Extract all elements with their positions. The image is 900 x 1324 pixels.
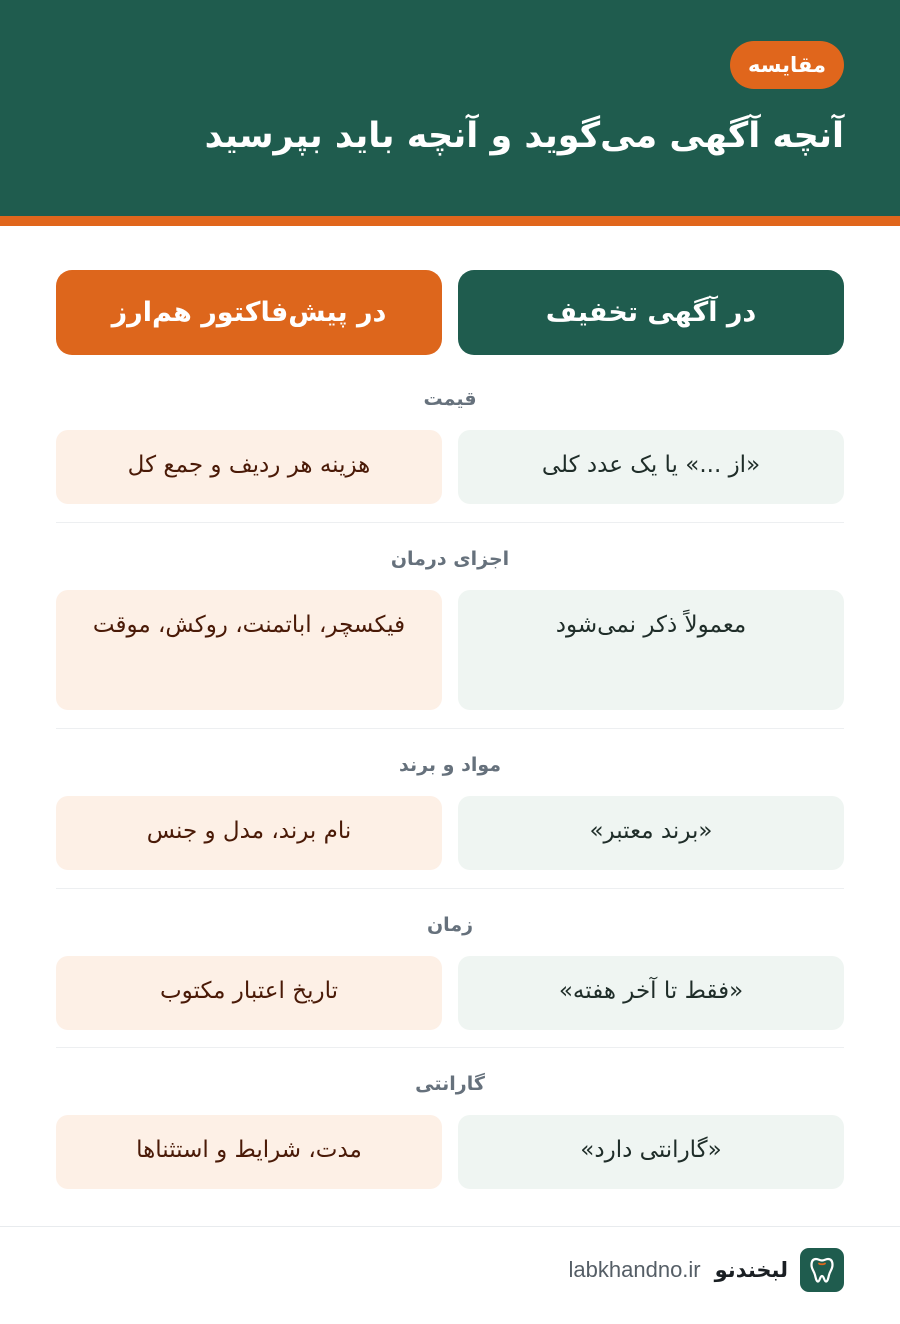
row-divider xyxy=(56,522,844,523)
row-label: زمان xyxy=(426,914,474,936)
footer-divider xyxy=(0,1226,900,1227)
comparison-row-materials xyxy=(56,746,844,870)
ad-cell: معمولاً ذکر نمی‌شود xyxy=(458,590,844,710)
row-divider xyxy=(56,1047,844,1048)
comparison-row-warranty xyxy=(56,1065,844,1189)
comparison-row-time xyxy=(56,906,844,1030)
proforma-cell: نام برند، مدل و جنس xyxy=(56,796,442,870)
category-badge: مقایسه xyxy=(730,41,844,89)
row-divider xyxy=(56,888,844,889)
ad-cell: «گارانتی دارد» xyxy=(458,1115,844,1189)
proforma-cell: هزینه هر ردیف و جمع کل xyxy=(56,430,442,504)
footer xyxy=(569,1248,844,1292)
proforma-cell: تاریخ اعتبار مکتوب xyxy=(56,956,442,1030)
brand-name: لبخندنو xyxy=(714,1258,788,1282)
header-accent-stripe xyxy=(0,216,900,226)
tooth-icon xyxy=(810,1257,834,1283)
page-title: آنچه آگهی می‌گوید و آنچه باید بپرسید xyxy=(204,116,844,156)
row-label: گارانتی xyxy=(415,1073,485,1095)
header-banner xyxy=(0,0,900,216)
row-label: مواد و برند xyxy=(398,754,502,776)
website-link[interactable]: labkhandno.ir xyxy=(568,1257,701,1282)
row-divider xyxy=(56,728,844,729)
proforma-cell: مدت، شرایط و استثناها xyxy=(56,1115,442,1189)
comparison-row-price xyxy=(56,380,844,504)
row-label: قیمت xyxy=(423,388,477,410)
column-header-proforma: در پیش‌فاکتور هم‌ارز xyxy=(56,270,442,355)
row-label: اجزای درمان xyxy=(390,548,510,570)
proforma-cell: فیکسچر، اباتمنت، روکش، موقت xyxy=(56,590,442,710)
ad-cell: «فقط تا آخر هفته» xyxy=(458,956,844,1030)
brand-logo xyxy=(800,1248,844,1292)
ad-cell: «از ...» یا یک عدد کلی xyxy=(458,430,844,504)
ad-cell: «برند معتبر» xyxy=(458,796,844,870)
comparison-row-components xyxy=(56,540,844,710)
column-header-ad: در آگهی تخفیف xyxy=(458,270,844,355)
